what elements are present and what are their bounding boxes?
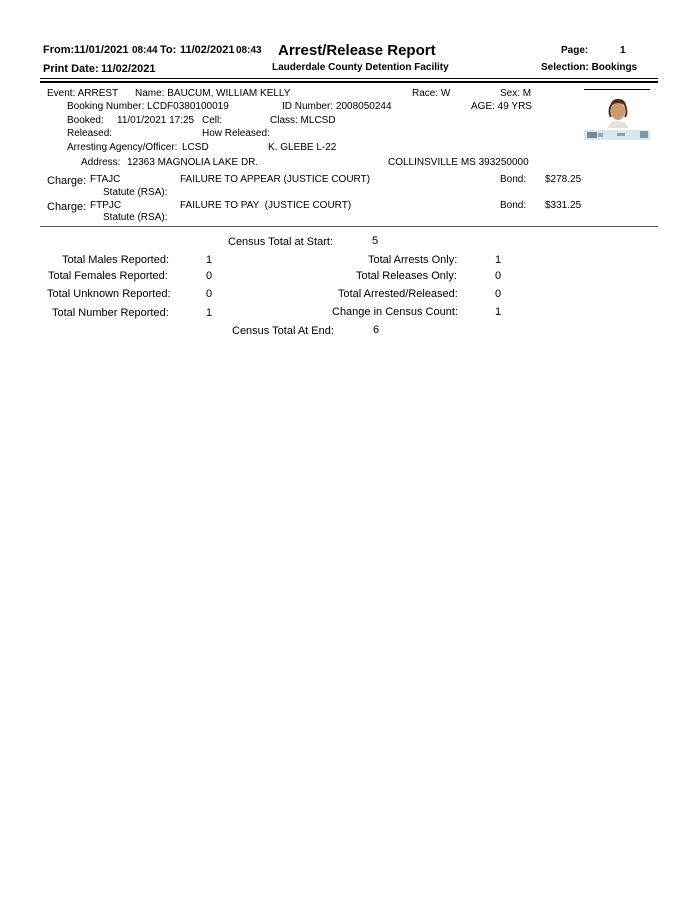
sex: Sex: M [500,88,532,99]
arrested-released-label: Total Arrested/Released: [338,288,458,300]
inmate-photo-image [584,90,650,140]
males-label: Total Males Reported: [62,254,169,266]
charge-description: FAILURE TO APPEAR (JUSTICE COURT) [180,174,371,185]
header-rule-thick [40,81,658,83]
report-title: Arrest/Release Report [278,42,436,59]
charge-code: FTAJC [90,174,121,185]
females-value: 0 [206,270,213,282]
page-number: 1 [620,45,626,56]
record-divider [40,226,658,227]
from-label: From: [43,44,75,56]
officer-value: K. GLEBE L-22 [268,142,337,153]
from-date: 11/01/2021 [74,44,129,56]
unknown-value: 0 [206,288,213,300]
event-type: Event: ARREST [47,88,119,99]
census-start-label: Census Total at Start: [228,236,333,248]
page-label: Page: [561,45,589,56]
print-date-label: Print Date: [43,63,99,75]
released-label: Released: [67,128,113,139]
releases-label: Total Releases Only: [356,270,457,282]
from-time: 08:44 [132,45,158,56]
charge-description: FAILURE TO PAY (JUSTICE COURT) [180,200,352,211]
address-label: Address: [81,157,121,168]
class-value: Class: MLCSD [270,115,336,126]
city-state-zip: COLLINSVILLE MS 393250000 [388,157,529,168]
arrests-label: Total Arrests Only: [368,254,458,266]
statute-label: Statute (RSA): [103,212,168,223]
cell-label: Cell: [202,115,223,126]
males-value: 1 [206,254,213,266]
inmate-photo [584,89,650,140]
charge-label: Charge: [47,175,87,187]
to-label: To: [160,44,177,56]
to-time: 08:43 [236,45,262,56]
bond-label: Bond: [500,174,527,185]
agency-value: LCSD [182,142,209,153]
id-number: ID Number: 2008050244 [282,101,392,112]
statute-label: Statute (RSA): [103,187,168,198]
header-rule-thin [40,78,658,79]
to-date: 11/02/2021 [180,44,235,56]
race: Race: W [412,88,451,99]
change-value: 1 [495,306,502,318]
print-date: 11/02/2021 [101,63,156,75]
address-value: 12363 MAGNOLIA LAKE DR. [127,157,259,168]
charge-code: FTPJC [90,200,122,211]
census-end-label: Census Total At End: [232,325,334,337]
charge-label: Charge: [47,201,87,213]
agency-label: Arresting Agency/Officer: [67,142,178,153]
age: AGE: 49 YRS [471,101,532,112]
bond-amount: $278.25 [545,174,582,185]
change-label: Change in Census Count: [332,306,458,318]
releases-value: 0 [495,270,502,282]
facility-name: Lauderdale County Detention Facility [272,62,449,73]
how-released-label: How Released: [202,128,270,139]
booked-label: Booked: [67,115,104,126]
arrested-released-value: 0 [495,288,502,300]
census-end-value: 6 [373,324,380,336]
selection-label: Selection: Bookings [541,62,638,73]
females-label: Total Females Reported: [48,270,168,282]
booking-number: Booking Number: LCDF0380100019 [67,101,229,112]
number-value: 1 [206,307,213,319]
bond-label: Bond: [500,200,527,211]
unknown-label: Total Unknown Reported: [47,288,171,300]
inmate-name: Name: BAUCUM, WILLIAM KELLY [135,88,291,99]
booked-value: 11/01/2021 17:25 [117,115,195,126]
census-start-value: 5 [372,235,379,247]
number-label: Total Number Reported: [52,307,169,319]
arrests-value: 1 [495,254,502,266]
bond-amount: $331.25 [545,200,582,211]
